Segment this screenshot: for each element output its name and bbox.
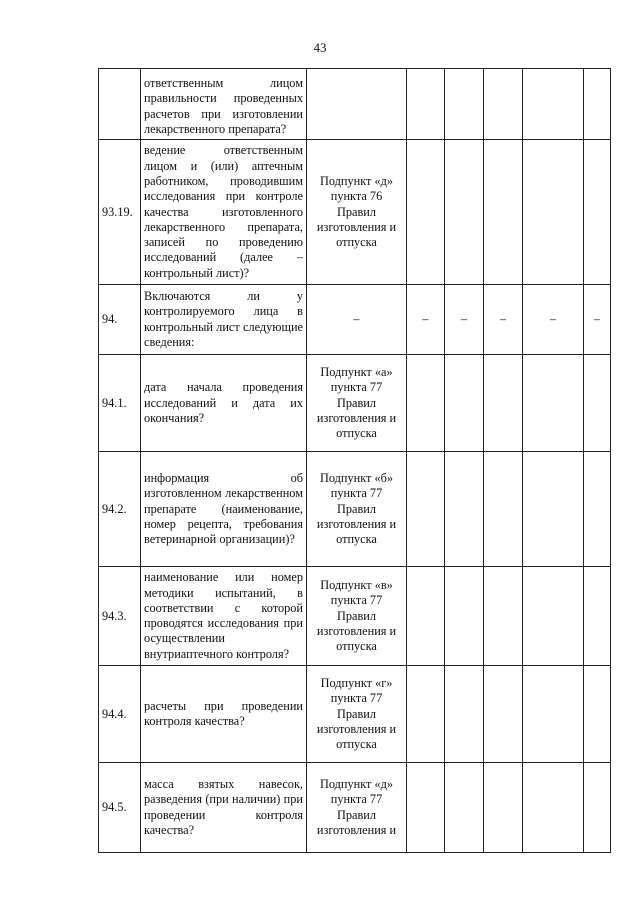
row-requirement: Подпункт «д» пункта 77 Правил изготовления и xyxy=(307,763,407,853)
row-requirement xyxy=(307,69,407,140)
answer-cell xyxy=(584,69,611,140)
row-question xyxy=(141,355,307,452)
answer-cell xyxy=(445,140,484,285)
answer-cell xyxy=(523,567,584,666)
page-number: 43 xyxy=(313,40,327,55)
answer-cell xyxy=(407,140,445,285)
table-row xyxy=(99,69,611,140)
answer-cell xyxy=(523,69,584,140)
table-row xyxy=(99,140,611,285)
row-requirement: Подпункт «в» пункта 77 Правил изготовления и отпуска xyxy=(307,567,407,666)
table-row xyxy=(99,355,611,452)
row-number: 94.4. xyxy=(99,666,141,763)
answer-cell: – xyxy=(484,285,523,355)
answer-cell: – xyxy=(523,285,584,355)
row-question: Включаются ли у контролируемого лица в контрольный лист следующие сведения: xyxy=(141,285,307,355)
answer-cell xyxy=(523,452,584,567)
answer-cell xyxy=(484,763,523,853)
row-requirement: Подпункт «д» пункта 76 Правил изготовления и отпуска xyxy=(307,140,407,285)
row-number: 94.3. xyxy=(99,567,141,666)
answer-cell xyxy=(407,355,445,452)
row-number: 94.1. xyxy=(99,355,141,452)
answer-cell xyxy=(484,69,523,140)
answer-cell: – xyxy=(445,285,484,355)
row-requirement: Подпункт «г» пункта 77 Правил изготовления и отпуска xyxy=(307,666,407,763)
row-number xyxy=(99,69,141,140)
answer-cell xyxy=(484,666,523,763)
answer-cell xyxy=(445,666,484,763)
row-number: 93.19. xyxy=(99,140,141,285)
answer-cell xyxy=(523,140,584,285)
row-requirement: – xyxy=(307,285,407,355)
row-question: ответственным лицом правильности проведенных расчетов при изготовлении лекарственного препарата? xyxy=(141,69,307,140)
row-question: информация об изготовленном лекарственном препарате (наименование, номер рецепта, требования ветеринарной организации)? xyxy=(141,452,307,567)
answer-cell xyxy=(484,452,523,567)
answer-cell xyxy=(407,666,445,763)
row-requirement: Подпункт «а» пункта 77 Правил изготовления и отпуска xyxy=(307,355,407,452)
answer-cell xyxy=(445,763,484,853)
table-row xyxy=(99,763,611,853)
answer-cell xyxy=(584,140,611,285)
row-question: масса взятых навесок, разведения (при наличии) при проведении контроля качества? xyxy=(141,763,307,853)
answer-cell xyxy=(407,567,445,666)
answer-cell xyxy=(484,355,523,452)
row-number: 94.2. xyxy=(99,452,141,567)
checklist-table xyxy=(98,68,611,853)
table-row xyxy=(99,567,611,666)
answer-cell xyxy=(407,763,445,853)
answer-cell: – xyxy=(584,285,611,355)
answer-cell xyxy=(584,666,611,763)
answer-cell xyxy=(445,69,484,140)
answer-cell xyxy=(523,355,584,452)
answer-cell xyxy=(407,69,445,140)
table-row xyxy=(99,452,611,567)
answer-cell: – xyxy=(407,285,445,355)
table-row xyxy=(99,285,611,355)
answer-cell xyxy=(584,452,611,567)
row-number: 94. xyxy=(99,285,141,355)
answer-cell xyxy=(407,452,445,567)
answer-cell xyxy=(484,567,523,666)
answer-cell xyxy=(584,567,611,666)
row-question: наименование или номер методики испытаний, в соответствии с которой проводятся исследования при осуществлении внутриаптечного контроля? xyxy=(141,567,307,666)
answer-cell xyxy=(484,140,523,285)
answer-cell xyxy=(584,763,611,853)
answer-cell xyxy=(523,763,584,853)
answer-cell xyxy=(445,452,484,567)
row-requirement: Подпункт «б» пункта 77 Правил изготовления и отпуска xyxy=(307,452,407,567)
answer-cell xyxy=(445,567,484,666)
answer-cell xyxy=(523,666,584,763)
answer-cell xyxy=(445,355,484,452)
row-number: 94.5. xyxy=(99,763,141,853)
row-question: расчеты при проведении контроля качества? xyxy=(141,666,307,763)
answer-cell xyxy=(584,355,611,452)
row-question-text: дата начала проведения исследований и дата их окончания? xyxy=(144,380,303,425)
table-row xyxy=(99,666,611,763)
row-question: ведение ответственным лицом и (или) аптечным работником, проводившим исследования при контроле качества изготовленного лекарственного препарата, записей по проведению исследований (далее – контрольный лист)? xyxy=(141,140,307,285)
